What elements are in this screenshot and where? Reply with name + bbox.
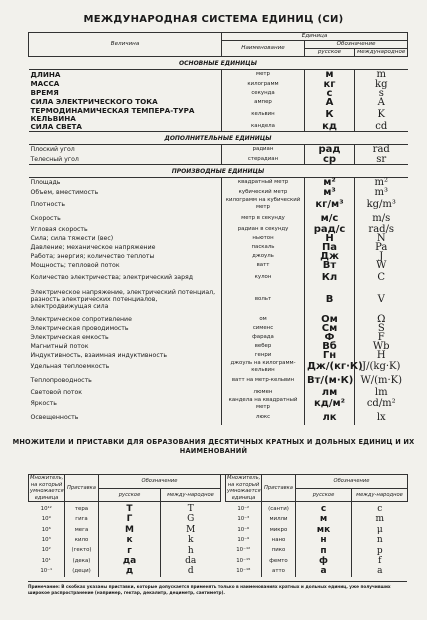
table-row: [29, 285, 408, 315]
multiplier-cell: 10⁻¹⁸: [226, 566, 262, 576]
header-international: международное: [355, 49, 408, 57]
quantity-cell: Плотность: [29, 197, 222, 212]
table-row: [29, 360, 408, 374]
prefix-name-cell: нано: [262, 535, 296, 545]
header-russian: русское: [305, 49, 355, 57]
russian-symbol-cell: К: [305, 107, 355, 123]
prefix-row: [29, 546, 221, 556]
table-row: [29, 107, 408, 123]
unit-name-cell: кандела: [222, 123, 305, 132]
multiplier-cell: 10⁶: [29, 525, 65, 535]
russian-symbol-cell: кд: [305, 123, 355, 132]
russian-symbol-cell: Вт/(м·К): [305, 374, 355, 388]
unit-name-cell: кубический метр: [222, 188, 305, 197]
quantity-cell: Плоский угол: [29, 145, 222, 155]
unit-name-cell: кандела на квадратный метр: [222, 397, 305, 411]
international-symbol-cell: s: [378, 87, 384, 99]
russian-symbol-cell: рад: [305, 145, 355, 155]
section-title: ПРОИЗВОДНЫЕ ЕДИНИЦЫ: [29, 165, 408, 178]
prefixes-table-left: [28, 474, 221, 577]
unit-name-cell: вебер: [222, 342, 305, 351]
russian-symbol-cell: Па: [305, 243, 355, 252]
prefix-header-designation: Обозначение: [99, 475, 221, 489]
prefix-russian-cell: а: [296, 566, 352, 576]
prefix-russian-cell: с: [296, 502, 352, 515]
unit-name-cell: генри: [222, 351, 305, 360]
prefix-name-cell: микро: [262, 525, 296, 535]
russian-symbol-cell: А: [305, 98, 355, 107]
russian-symbol-cell: Вб: [305, 342, 355, 351]
table-row: [29, 411, 408, 425]
table-row: [29, 397, 408, 411]
international-symbol-cell: C: [377, 271, 386, 283]
prefix-header-designation-right: Обозначение: [296, 475, 408, 489]
russian-symbol-cell: Н: [305, 234, 355, 243]
prefix-international-cell: M: [186, 524, 196, 535]
section-basic: [29, 57, 408, 70]
unit-name-cell: килограмм на кубический метр: [222, 197, 305, 212]
unit-name-cell: ватт на метр-кельвин: [222, 374, 305, 388]
prefix-international-cell: m: [375, 514, 385, 525]
international-symbol-cell: W/(m·K): [360, 375, 403, 386]
quantity-cell: Электрическое сопротивление: [29, 315, 222, 324]
table-header-row-1: [29, 33, 408, 41]
prefix-international-cell: d: [187, 566, 194, 577]
table-row: [29, 374, 408, 388]
prefix-header-russian: русское: [99, 488, 161, 502]
international-symbol-cell: F: [377, 331, 385, 343]
table-row: [29, 324, 408, 333]
international-symbol-cell: Pa: [375, 241, 388, 253]
table-row: [29, 243, 408, 252]
unit-name-cell: ньютон: [222, 234, 305, 243]
table-row: [29, 342, 408, 351]
international-symbol-cell: lx: [376, 412, 386, 423]
international-symbol-cell: J/(kg·K): [362, 361, 401, 372]
header-quantity: Величина: [29, 33, 222, 57]
russian-symbol-cell: Дж: [305, 252, 355, 261]
table-row: [29, 333, 408, 342]
table-row: [29, 145, 408, 155]
international-symbol-cell: cd: [375, 121, 388, 133]
table-row: [29, 70, 408, 80]
unit-name-cell: джоуль: [222, 252, 305, 261]
table-row: [29, 123, 408, 132]
quantity-cell: Электрическая проводимость: [29, 324, 222, 333]
prefix-russian-cell: г: [99, 546, 161, 556]
quantity-cell: Телесный угол: [29, 155, 222, 165]
russian-symbol-cell: Гн: [305, 351, 355, 360]
prefix-russian-cell: ф: [296, 556, 352, 566]
header-units: Единица: [222, 33, 408, 41]
multiplier-cell: 10⁻¹: [29, 566, 65, 576]
quantity-cell: Индуктивность, взаимная индуктивность: [29, 351, 222, 360]
table-row: [29, 351, 408, 360]
unit-name-cell: кулон: [222, 270, 305, 285]
prefix-name-cell: пико: [262, 546, 296, 556]
quantity-cell: Удельная теплоемкость: [29, 360, 222, 374]
table-row: [29, 197, 408, 212]
international-symbol-cell: lm: [374, 386, 388, 398]
international-symbol-cell: K: [377, 109, 385, 120]
prefix-row: [226, 566, 408, 576]
page-title: МЕЖДУНАРОДНАЯ СИСТЕМА ЕДИНИЦ (СИ): [83, 14, 344, 25]
russian-symbol-cell: м: [305, 70, 355, 80]
quantity-cell: Световой поток: [29, 388, 222, 397]
table-row: [29, 261, 408, 270]
international-symbol-cell: H: [376, 349, 386, 361]
russian-symbol-cell: ср: [305, 155, 355, 165]
multiplier-cell: 10²: [29, 546, 65, 556]
quantity-cell: Угловая скорость: [29, 225, 222, 234]
international-symbol-cell: Wb: [372, 340, 390, 352]
table-row: [29, 315, 408, 324]
russian-symbol-cell: с: [305, 89, 355, 98]
prefix-row: [226, 535, 408, 545]
table-row: [29, 155, 408, 165]
unit-name-cell: метр в секунду: [222, 212, 305, 225]
quantity-cell: СИЛА СВЕТА: [29, 123, 222, 132]
quantity-cell: Объем, вместимость: [29, 188, 222, 197]
table-row: [29, 234, 408, 243]
international-symbol-cell: W: [376, 259, 387, 271]
unit-name-cell: секунда: [222, 89, 305, 98]
prefix-name-cell: (деци): [65, 566, 99, 576]
quantity-cell: Яркость: [29, 397, 222, 411]
multiplier-cell: 10⁻³: [226, 514, 262, 524]
international-symbol-cell: m: [376, 69, 386, 81]
prefix-header-multiplier-right: Множитель, на который умножается единица: [227, 475, 261, 501]
international-symbol-cell: sr: [376, 153, 387, 165]
quantity-cell: Сила; сила тяжести (вес): [29, 234, 222, 243]
international-symbol-cell: rad/s: [368, 223, 395, 235]
prefix-header-row-1: [29, 475, 221, 489]
russian-symbol-cell: лм: [305, 388, 355, 397]
russian-symbol-cell: Ф: [305, 333, 355, 342]
russian-symbol-cell: См: [305, 324, 355, 333]
prefix-international-cell: G: [187, 514, 195, 525]
russian-symbol-cell: м/с: [305, 212, 355, 225]
prefixes-title: МНОЖИТЕЛИ И ПРИСТАВКИ ДЛЯ ОБРАЗОВАНИЯ ДЕСЯТИЧНЫХ КРАТНЫХ И ДОЛЬНЫХ ЕДИНИЦ И ИХ НАИМЕНОВАНИЙ: [12, 438, 415, 455]
prefix-header-russian-right: русское: [296, 488, 352, 502]
prefix-name-cell: милли: [262, 514, 296, 524]
multiplier-cell: 10¹²: [29, 502, 65, 515]
international-symbol-cell: N: [376, 232, 386, 244]
quantity-cell: Площадь: [29, 178, 222, 188]
international-symbol-cell: kg/m³: [366, 198, 396, 210]
unit-name-cell: квадратный метр: [222, 178, 305, 188]
prefix-russian-cell: к: [99, 535, 161, 545]
quantity-cell: ДЛИНА: [29, 70, 222, 80]
international-symbol-cell: A: [377, 96, 385, 108]
unit-name-cell: вольт: [222, 285, 305, 315]
quantity-cell: ВРЕМЯ: [29, 89, 222, 98]
prefix-international-cell: h: [187, 545, 194, 556]
prefix-row: [226, 525, 408, 535]
international-symbol-cell: V: [377, 294, 385, 305]
table-row: [29, 188, 408, 197]
section-derived: [29, 165, 408, 178]
multiplier-cell: 10¹: [29, 556, 65, 566]
prefix-international-cell: T: [187, 504, 194, 514]
footnote: Примечание: В скобках указаны приставки, которые допускается применять только в наименованиях кратных и дольных единиц, уже получивших широкое распространение (например, гектар, декалитр, дециметр, сантиметр).: [28, 584, 391, 595]
international-symbol-cell: m²: [374, 177, 388, 189]
russian-symbol-cell: Кл: [305, 270, 355, 285]
unit-name-cell: ампер: [222, 98, 305, 107]
prefix-name-cell: кило: [65, 535, 99, 545]
multiplier-cell: 10⁹: [29, 514, 65, 524]
prefix-name-cell: атто: [262, 566, 296, 576]
prefix-russian-cell: м: [296, 514, 352, 524]
prefix-row: [226, 546, 408, 556]
unit-name-cell: люкс: [222, 411, 305, 425]
prefix-russian-cell: Г: [99, 514, 161, 524]
unit-name-cell: джоуль на килограмм-кельвин: [222, 360, 305, 374]
prefix-name-cell: гига: [65, 514, 99, 524]
prefix-russian-cell: н: [296, 535, 352, 545]
prefix-header-row-1-right: [226, 475, 408, 489]
prefix-russian-cell: да: [99, 556, 161, 566]
international-symbol-cell: cd/m²: [366, 398, 396, 409]
prefix-row: [29, 556, 221, 566]
prefix-row: [29, 566, 221, 576]
multiplier-cell: 10³: [29, 535, 65, 545]
table-row: [29, 212, 408, 225]
prefix-header-prefix-right: Приставка: [262, 475, 296, 502]
unit-name-cell: фарада: [222, 333, 305, 342]
prefix-header-prefix: Приставка: [65, 475, 99, 502]
prefix-international-cell: da: [185, 556, 197, 567]
unit-name-cell: метр: [222, 70, 305, 80]
prefix-russian-cell: М: [99, 525, 161, 535]
international-symbol-cell: J: [379, 250, 384, 262]
prefix-international-cell: μ: [376, 524, 383, 535]
russian-symbol-cell: рад/с: [305, 225, 355, 234]
prefix-name-cell: (гекто): [65, 546, 99, 556]
prefix-row: [29, 502, 221, 515]
header-name: Наименование: [222, 41, 305, 57]
quantity-cell: Теплопроводность: [29, 374, 222, 388]
international-symbol-cell: rad: [372, 144, 390, 156]
prefix-name-cell: тера: [65, 502, 99, 515]
unit-name-cell: сименс: [222, 324, 305, 333]
prefix-row: [29, 535, 221, 545]
unit-name-cell: ом: [222, 315, 305, 324]
prefix-russian-cell: п: [296, 546, 352, 556]
quantity-cell: Количество электричества; электрический заряд: [29, 270, 222, 285]
unit-name-cell: кельвин: [222, 107, 305, 123]
unit-name-cell: ватт: [222, 261, 305, 270]
section-additional: [29, 132, 408, 145]
multiplier-cell: 10⁻¹²: [226, 546, 262, 556]
header-designation: Обозначение: [305, 41, 408, 49]
prefix-row: [226, 556, 408, 566]
unit-name-cell: радиан: [222, 145, 305, 155]
russian-symbol-cell: м²: [305, 178, 355, 188]
international-symbol-cell: m/s: [372, 212, 391, 224]
prefixes-table-right: [225, 474, 408, 577]
prefix-international-cell: k: [188, 535, 194, 546]
prefix-international-cell: c: [377, 504, 383, 514]
russian-symbol-cell: м³: [305, 188, 355, 197]
prefix-row: [29, 514, 221, 524]
russian-symbol-cell: Дж/(кг·К): [305, 360, 355, 374]
russian-symbol-cell: лк: [305, 411, 355, 425]
quantity-cell: Магнитный поток: [29, 342, 222, 351]
prefix-russian-cell: д: [99, 566, 161, 576]
unit-name-cell: стерадиан: [222, 155, 305, 165]
international-symbol-cell: Ω: [377, 313, 386, 325]
quantity-cell: ТЕРМОДИНАМИЧЕСКАЯ ТЕМПЕРА-ТУРА КЕЛЬВИНА: [29, 107, 222, 123]
unit-name-cell: килограмм: [222, 80, 305, 89]
russian-symbol-cell: кг/м³: [305, 197, 355, 212]
russian-symbol-cell: Вт: [305, 261, 355, 270]
prefix-header-international-right: между-народное: [352, 488, 408, 502]
quantity-cell: Скорость: [29, 212, 222, 225]
quantity-cell: Мощность; тепловой поток: [29, 261, 222, 270]
table-row: [29, 225, 408, 234]
russian-symbol-cell: Ом: [305, 315, 355, 324]
prefix-name-cell: фемто: [262, 556, 296, 566]
unit-name-cell: паскаль: [222, 243, 305, 252]
prefix-name-cell: (санти): [262, 502, 296, 515]
quantity-cell: Электрическое напряжение, электрический потенциал, разность электрических потенциалов, электродвижущая сила: [29, 285, 222, 315]
table-row: [29, 270, 408, 285]
table-row: [29, 178, 408, 188]
prefix-row: [226, 502, 408, 515]
prefix-name-cell: (дека): [65, 556, 99, 566]
unit-name-cell: люмен: [222, 388, 305, 397]
quantity-cell: Электрическая емкость: [29, 333, 222, 342]
prefix-header-international: между-народное: [161, 488, 221, 502]
international-symbol-cell: kg: [375, 78, 388, 90]
prefix-row: [29, 525, 221, 535]
quantity-cell: Давление; механическое напряжение: [29, 243, 222, 252]
quantity-cell: Работа; энергия; количество теплоты: [29, 252, 222, 261]
prefix-international-cell: p: [376, 545, 383, 556]
prefix-row: [226, 514, 408, 524]
quantity-cell: СИЛА ЭЛЕКТРИЧЕСКОГО ТОКА: [29, 98, 222, 107]
international-symbol-cell: m³: [374, 186, 388, 198]
prefix-international-cell: a: [377, 566, 383, 577]
section-title: ДОПОЛНИТЕЛЬНЫЕ ЕДИНИЦЫ: [29, 132, 408, 145]
quantity-cell: МАССА: [29, 80, 222, 89]
russian-symbol-cell: В: [305, 285, 355, 315]
prefix-russian-cell: Т: [99, 502, 161, 515]
table-row: [29, 252, 408, 261]
quantity-cell: Освещенность: [29, 411, 222, 425]
multiplier-cell: 10⁻⁹: [226, 535, 262, 545]
multiplier-cell: 10⁻¹⁵: [226, 556, 262, 566]
table-row: [29, 80, 408, 89]
international-symbol-cell: S: [377, 322, 385, 334]
si-units-table: [28, 32, 408, 425]
table-row: [29, 388, 408, 397]
prefix-international-cell: f: [378, 556, 382, 567]
russian-symbol-cell: кг: [305, 80, 355, 89]
prefix-russian-cell: мк: [296, 525, 352, 535]
prefix-international-cell: n: [376, 535, 383, 546]
prefix-header-multiplier: Множитель, на который умножается единица: [30, 475, 64, 501]
multiplier-cell: 10⁻²: [226, 502, 262, 515]
russian-symbol-cell: кд/м²: [305, 397, 355, 411]
unit-name-cell: радиан в секунду: [222, 225, 305, 234]
prefix-name-cell: мега: [65, 525, 99, 535]
multiplier-cell: 10⁻⁶: [226, 525, 262, 535]
section-title: ОСНОВНЫЕ ЕДИНИЦЫ: [29, 57, 408, 70]
